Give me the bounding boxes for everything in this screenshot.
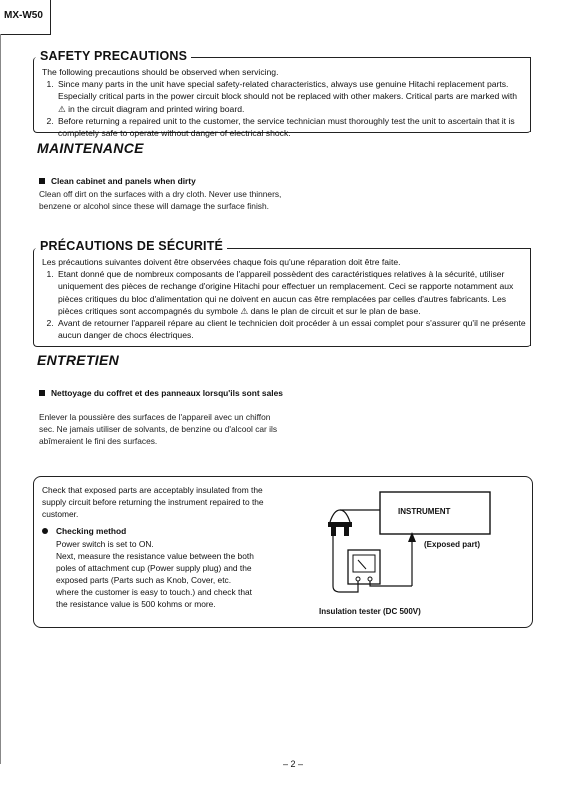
precautions-fr-intro: Les précautions suivantes doivent être observées chaque fois qu'une réparation doit être faite. <box>42 257 401 267</box>
entretien-text: Enlever la poussière des surfaces de l'appareil avec un chiffon sec. Ne jamais utiliser de solvants, de benzine ou d'alcool car ils abîmeraient le fini des surfaces. <box>39 412 278 446</box>
insulation-tester-label: Insulation tester (DC 500V) <box>319 607 421 616</box>
entretien-subheading-row <box>39 388 289 399</box>
power-plug-icon <box>328 510 380 536</box>
insulation-tester-icon <box>348 550 380 584</box>
safety-title: SAFETY PRECAUTIONS <box>36 49 191 63</box>
maintenance-heading: MAINTENANCE <box>37 140 144 156</box>
exposed-part-label: (Exposed part) <box>424 540 481 549</box>
square-bullet-icon <box>39 390 45 396</box>
page-number: – 2 – <box>283 759 304 769</box>
round-bullet-icon <box>42 528 48 534</box>
maintenance-subheading-row <box>39 176 299 187</box>
precautions-fr-body <box>42 256 526 341</box>
method-line-1: Power switch is set to ON. <box>56 539 154 549</box>
entretien-subheading: Nettoyage du coffret et des panneaux lorsqu'ils sont sales <box>51 388 283 398</box>
left-margin-rule <box>0 34 1 764</box>
safety-title-rule <box>170 57 530 58</box>
maintenance-subheading: Clean cabinet and panels when dirty <box>51 176 196 186</box>
method-line-2: Next, measure the resistance value between the both poles of attachment cup (Power supply plug) and the exposed parts (Parts such as Knob, Cover, etc. where the customer is easy to touch.) and check that the resistance value is 500 kohms or more. <box>56 551 254 609</box>
precautions-fr-title-rule <box>214 248 530 249</box>
safety-intro: The following precautions should be observed when servicing. <box>42 67 279 77</box>
safety-body <box>42 66 526 139</box>
checking-method-text <box>56 538 256 610</box>
check-intro: Check that exposed parts are acceptably insulated from the supply circuit before returning the instrument repaired to the customer. <box>42 485 264 519</box>
instrument-label: INSTRUMENT <box>398 507 451 516</box>
checking-method-row <box>42 526 126 537</box>
entretien-heading: ENTRETIEN <box>37 352 120 368</box>
model-label: MX-W50 <box>4 10 43 21</box>
square-bullet-icon <box>39 178 45 184</box>
precautions-fr-item-1: 1. Etant donné que de nombreux composants de l'appareil possèdent des caractéristiques relatives à la sécurité, utiliser uniquement des pièces de rechange d'origine Hitachi pour effectuer un remplacement. Ceci se rapporte notamment aux pièces critiques du bloc d'alimentation qui ne doivent en aucun cas être remplacées par celles d'autres fabricants. Les pièces critiques sont accompagnés du symbole ⚠ dans le plan de circuit et sur le plan de base. <box>56 268 526 317</box>
model-tab <box>0 0 51 35</box>
maintenance-text: Clean off dirt on the surfaces with a dry cloth. Never use thinners, benzene or alcohol since these will damage the surface finish. <box>39 189 282 211</box>
precautions-fr-title: PRÉCAUTIONS DE SÉCURITÉ <box>36 239 227 253</box>
checking-method-title: Checking method <box>56 526 127 536</box>
precautions-fr-box-right <box>530 248 531 346</box>
safety-item-2: 2. Before returning a repaired unit to the customer, the service technician must thoroughly test the unit to ascertain that it is completely safe to operate without danger of electrical shock. <box>56 115 526 139</box>
safety-box-right <box>530 57 531 132</box>
safety-item-1: 1. Since many parts in the unit have special safety-related characteristics, always use genuine Hitachi replacement parts. Especially critical parts in the power circuit block should not be replaced with other makers. Critical parts are marked with ⚠ in the circuit diagram and printed wiring board. <box>56 78 526 115</box>
precautions-fr-item-2: 2. Avant de retourner l'appareil répare au client le technicien doit procéder à un essai complet pour s'assurer qu'il ne présente aucun danger de chocs électriques. <box>56 317 526 341</box>
